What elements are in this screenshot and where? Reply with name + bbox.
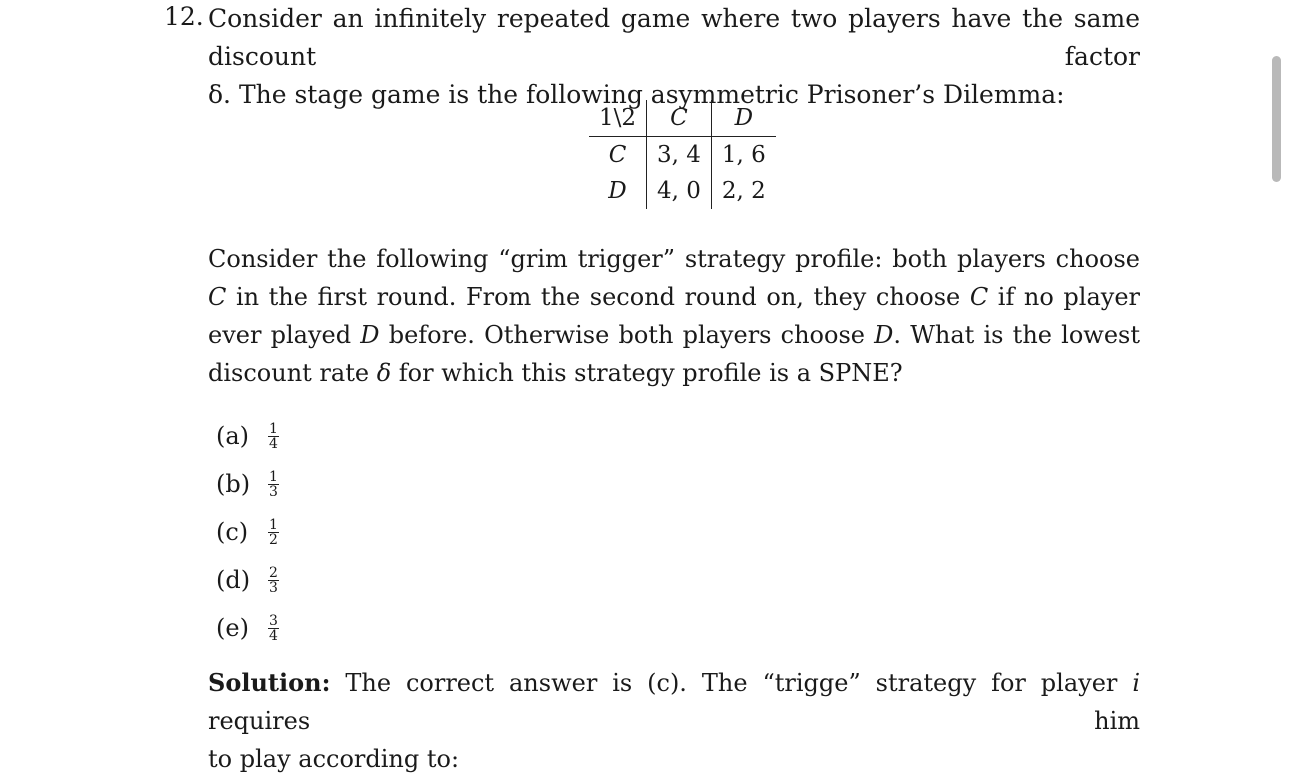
payoff-row-label: C [608,142,627,168]
fraction: $\frac{3}{4}$ [269,612,278,644]
payoff-row [589,173,776,209]
option-d: (d) $\frac{2}{3}$ [216,564,278,596]
payoff-row-label: D [608,178,627,204]
option-e: (e) $\frac{3}{4}$ [216,612,278,644]
stem-line-2: δ. The stage game is the following asymmetric Prisoner’s Dilemma: [208,80,1065,109]
payoff-corner: 1\2 [589,100,647,137]
payoff-row [589,137,776,174]
payoff-cell: 3, 4 [647,137,712,174]
solution-heading: Solution: [208,668,331,697]
question-stem [208,0,1140,114]
option-c: (c) $\frac{1}{2}$ [216,516,278,548]
question-number: 12. [164,2,204,31]
payoff-header-row [589,100,776,137]
option-a: (a) $\frac{1}{4}$ [216,420,278,452]
question-paragraph: Consider the following “grim trigger” strategy profile: both players choose C in the first round. From the second round on, they choose C if no player ever played D before. Otherwise both players choose D. What is the lowest discount rate δ for which this strategy profile is a SPNE? [208,245,1140,387]
fraction: $\frac{2}{3}$ [269,564,278,596]
fraction: $\frac{1}{2}$ [269,516,278,548]
payoff-cell: 1, 6 [711,137,775,174]
stem-line-1: Consider an infinitely repeated game where two players have the same discount factor [208,4,1140,71]
vertical-scrollbar[interactable] [1272,56,1281,182]
answer-options [216,412,279,652]
fraction: $\frac{1}{3}$ [269,468,278,500]
payoff-cell: 2, 2 [711,173,775,209]
payoff-cell: 4, 0 [647,173,712,209]
option-b: (b) $\frac{1}{3}$ [216,468,278,500]
payoff-col-header: C [647,100,712,137]
solution-text: Solution: The correct answer is (c). The “trigge” strategy for player i requires him to play according to: [208,668,1140,773]
payoff-table [589,100,776,209]
payoff-col-header: D [711,100,775,137]
fraction: $\frac{1}{4}$ [269,420,278,452]
